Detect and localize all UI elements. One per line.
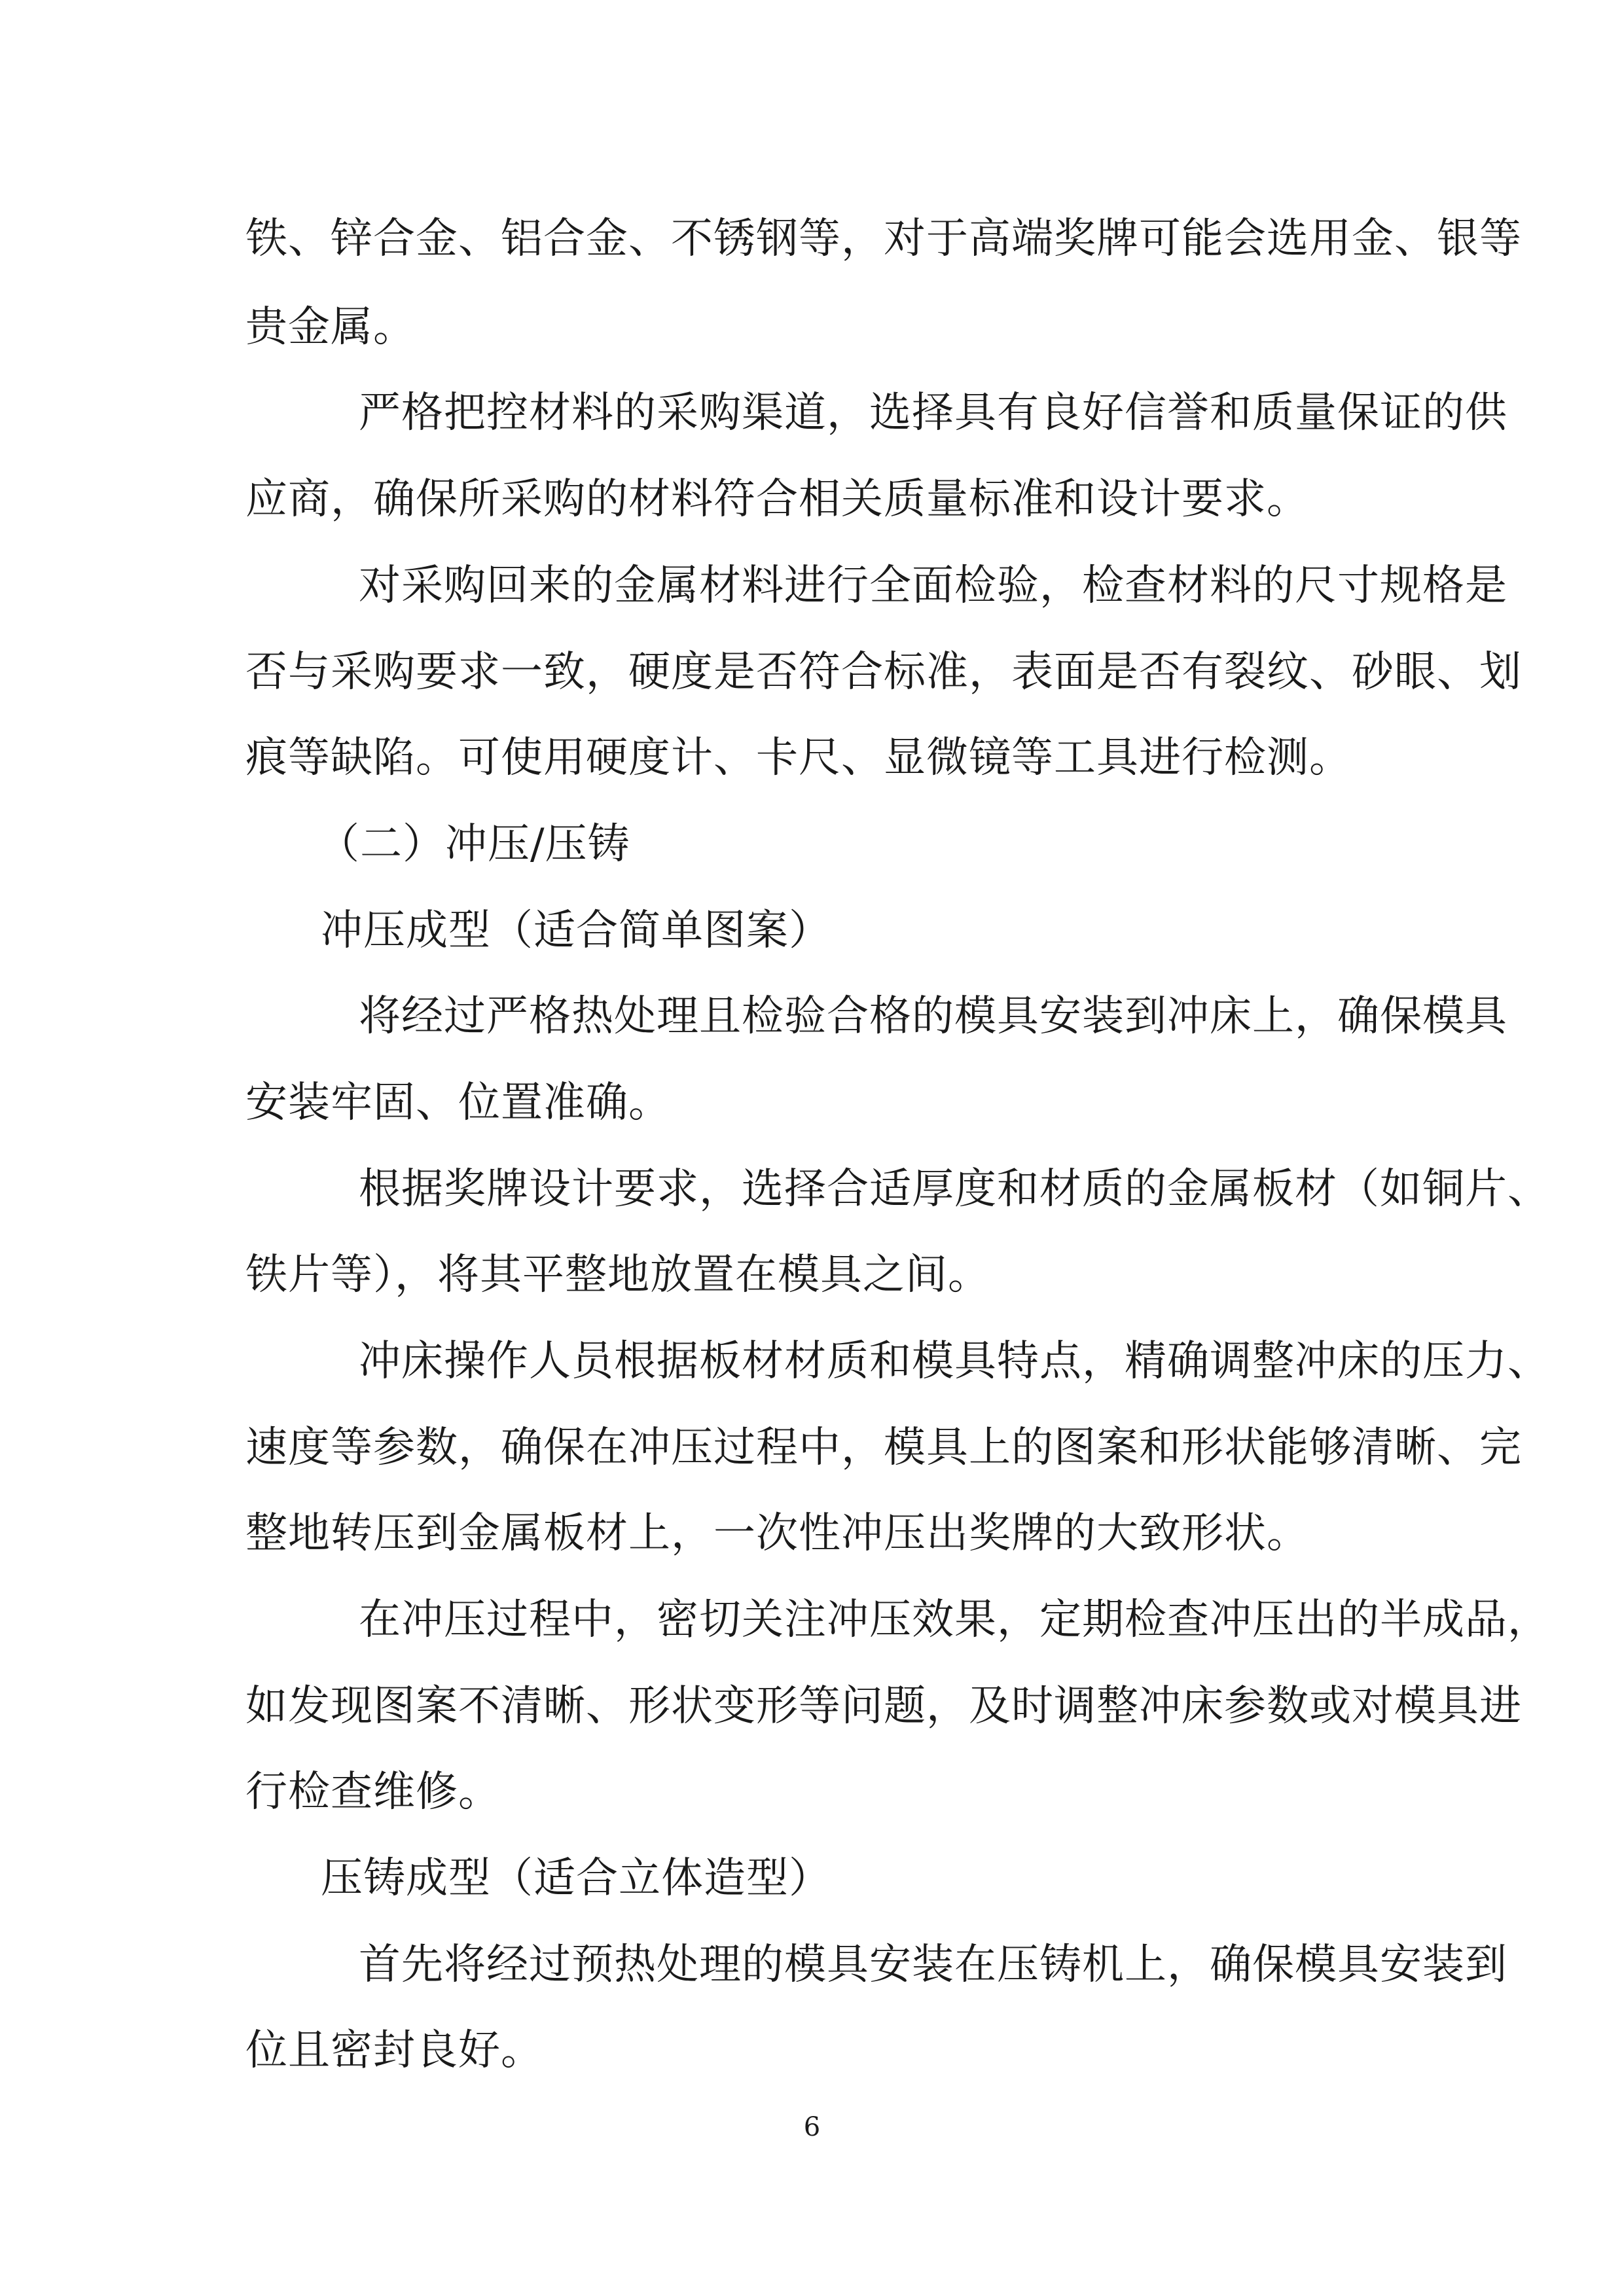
page-number: 6 [803,2112,821,2142]
body-text-line: 否与采购要求一致，硬度是否符合标准，表面是否有裂纹、砂眼、划 [245,648,1522,696]
body-text-line: 在冲压过程中，密切关注冲压效果，定期检查冲压出的半成品， [359,1596,1550,1644]
body-text-line: 铁片等），将其平整地放置在模具之间。 [245,1251,990,1299]
body-text-line: 首先将经过预热处理的模具安装在压铸机上，确保模具安装到 [359,1941,1507,1989]
body-text-line: 根据奖牌设计要求，选择合适厚度和材质的金属板材（如铜片、 [359,1165,1550,1213]
body-text-line: 痕等缺陷。可使用硬度计、卡尺、显微镜等工具进行检测。 [245,734,1352,782]
body-text-line: 位且密封良好。 [245,2026,543,2075]
body-text-line: 安装牢固、位置准确。 [245,1079,671,1127]
body-text-line: 如发现图案不清晰、形状变形等问题，及时调整冲床参数或对模具进 [245,1682,1522,1731]
subsection-heading: 冲压成型（适合简单图案） [321,906,831,955]
body-text-line: 对采购回来的金属材料进行全面检验，检查材料的尺寸规格是 [359,562,1507,610]
subsection-heading: 压铸成型（适合立体造型） [321,1854,831,1903]
body-text-line: 严格把控材料的采购渠道，选择具有良好信誉和质量保证的供 [359,389,1507,437]
body-text-line: 应商，确保所采购的材料符合相关质量标准和设计要求。 [245,475,1309,524]
body-text-line: 冲床操作人员根据板材材质和模具特点，精确调整冲床的压力、 [359,1337,1550,1386]
section-heading: （二）冲压/压铸 [317,820,630,869]
body-text-line: 行检查维修。 [245,1768,501,1816]
body-text-line: 将经过严格热处理且检验合格的模具安装到冲床上，确保模具 [359,992,1507,1041]
body-text-line: 整地转压到金属板材上，一次性冲压出奖牌的大致形状。 [245,1509,1309,1558]
body-text-line: 铁、锌合金、铝合金、不锈钢等，对于高端奖牌可能会选用金、银等 [245,215,1522,263]
body-text-line: 贵金属。 [245,303,416,351]
body-text-line: 速度等参数，确保在冲压过程中，模具上的图案和形状能够清晰、完 [245,1424,1522,1472]
